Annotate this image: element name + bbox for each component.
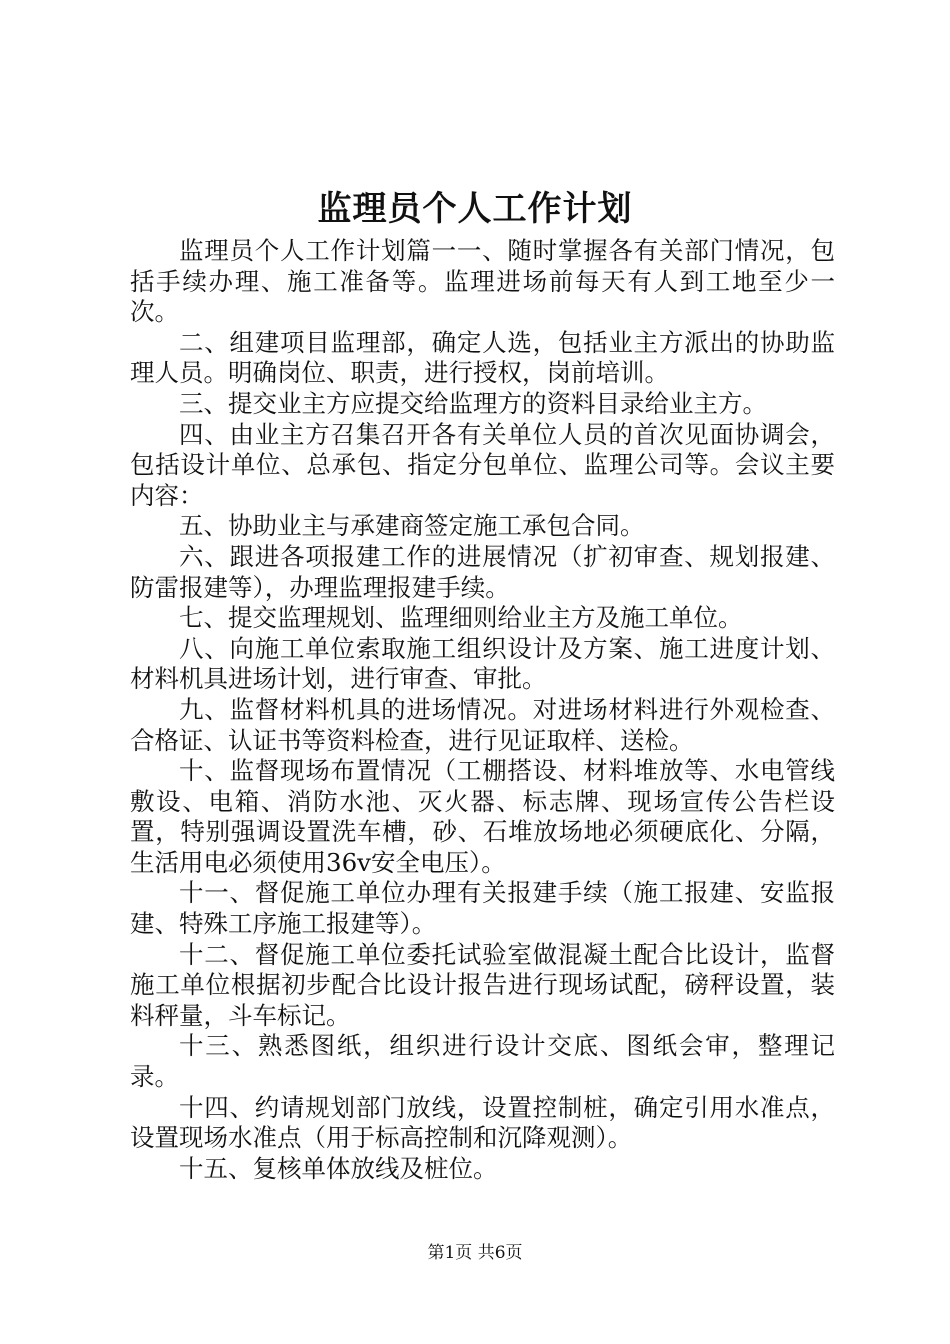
paragraph-3: 三、提交业主方应提交给监理方的资料目录给业主方。 [179,388,767,418]
document-body [130,236,835,1184]
document-title: 监理员个人工作计划 [317,189,633,229]
paragraph-5: 五、协助业主与承建商签定施工承包合同。 [179,511,645,541]
paragraph-15: 十五、复核单体放线及桩位。 [179,1153,498,1183]
paragraph-12: 十二、督促施工单位委托试验室做混凝土配合比设计，监督施工单位根据初步配合比设计报告进行现场试配，磅秤设置，装料秤量，斗车标记。 [130,939,835,1030]
paragraph-4: 四、由业主方召集召开各有关单位人员的首次见面协调会，包括设计单位、总承包、指定分包单位、监理公司等。会议主要内容： [130,419,835,510]
paragraph-2: 二、组建项目监理部，确定人选，包括业主方派出的协助监理人员。明确岗位、职责，进行授权，岗前培训。 [130,327,835,388]
paragraph-7: 七、提交监理规划、监理细则给业主方及施工单位。 [179,603,743,633]
paragraph-9: 九、监督材料机具的进场情况。对进场材料进行外观检查、合格证、认证书等资料检查，进行见证取样、送检。 [130,694,835,755]
paragraph-1: 监理员个人工作计划篇一一、随时掌握各有关部门情况，包括手续办理、施工准备等。监理进场前每天有人到工地至少一次。 [130,236,835,327]
page-number-footer: 第1页 共6页 [427,1243,523,1263]
paragraph-14: 十四、约请规划部门放线，设置控制桩，确定引用水准点，设置现场水准点（用于标高控制和沉降观测）。 [130,1092,835,1153]
paragraph-13: 十三、熟悉图纸，组织进行设计交底、图纸会审，整理记录。 [130,1031,835,1092]
paragraph-10: 十、监督现场布置情况（工棚搭设、材料堆放等、水电管线敷设、电箱、消防水池、灭火器、标志牌、现场宣传公告栏设置，特别强调设置洗车槽，砂、石堆放场地必须硬底化、分隔，生活用电必须使用36v安全电压）。 [130,756,835,877]
paragraph-8: 八、向施工单位索取施工组织设计及方案、施工进度计划、材料机具进场计划，进行审查、审批。 [130,633,835,694]
paragraph-11: 十一、督促施工单位办理有关报建手续（施工报建、安监报建、特殊工序施工报建等）。 [130,878,835,939]
paragraph-6: 六、跟进各项报建工作的进展情况（扩初审查、规划报建、防雷报建等），办理监理报建手续。 [130,541,835,602]
